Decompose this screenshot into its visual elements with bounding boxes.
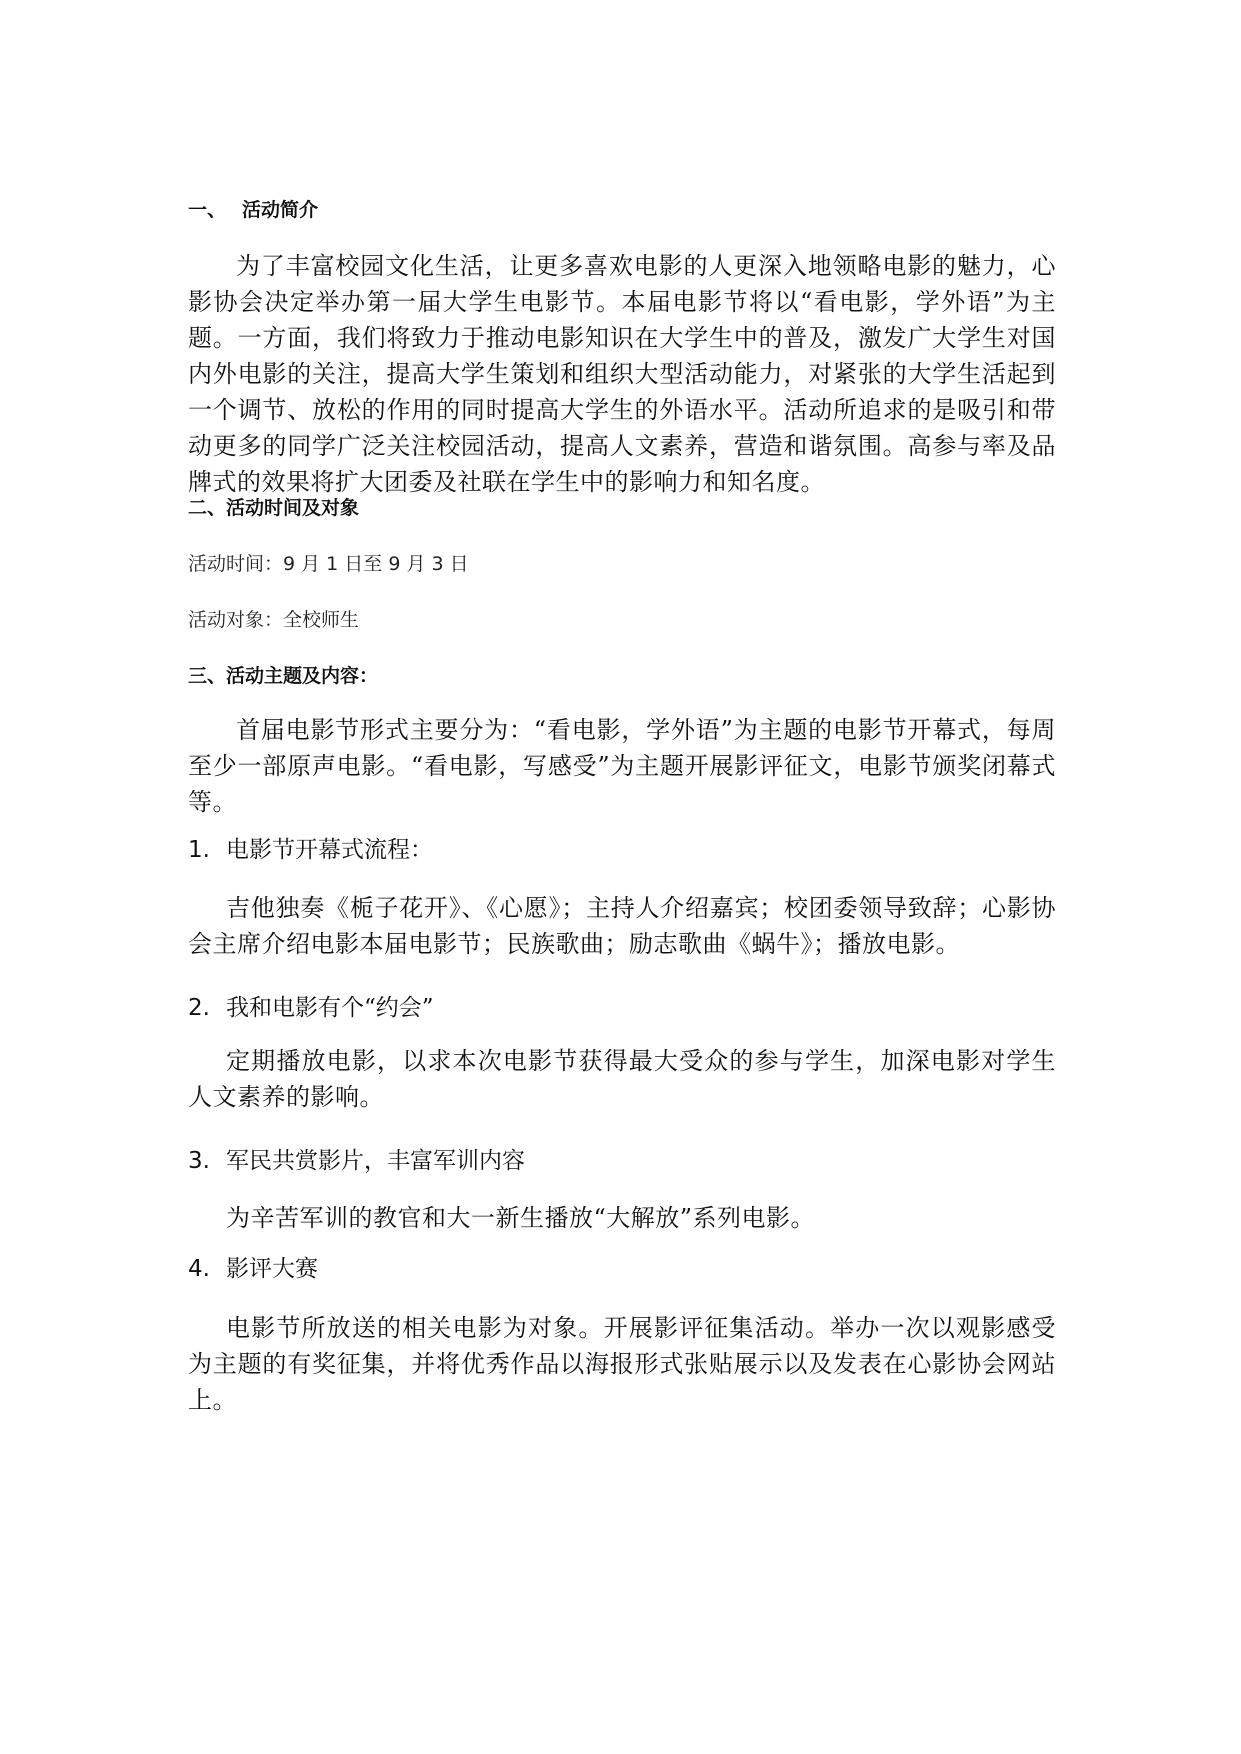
section-3-heading: 三、活动主题及内容： bbox=[188, 665, 379, 687]
item-4-body: 电影节所放送的相关电影为对象。开展影评征集活动。举办一次以观影感受为主题的有奖征集，并将优秀作品以海报形式张贴展示以及发表在心影协会网站上。 bbox=[188, 1314, 1056, 1414]
item-1-heading bbox=[188, 835, 433, 865]
item-2-number: 2. bbox=[188, 995, 210, 1021]
item-2-title: 我和电影有个“约会” bbox=[226, 995, 434, 1021]
activity-target: 活动对象：全校师生 bbox=[188, 609, 360, 631]
item-2-body: 定期播放电影，以求本次电影节获得最大受众的参与学生，加深电影对学生人文素养的影响。 bbox=[188, 1047, 1056, 1111]
section-2-heading: 二、活动时间及对象 bbox=[188, 497, 360, 519]
section-1-body: 为了丰富校园文化生活，让更多喜欢电影的人更深入地领略电影的魅力，心影协会决定举办第一届大学生电影节。本届电影节将以“看电影，学外语”为主题。一方面，我们将致力于推动电影知识在大学生中的普及，激发广大学生对国内外电影的关注，提高大学生策划和组织大型活动能力，对紧张的大学生活起到一个调节、放松的作用的同时提高大学生的外语水平。活动所追求的是吸引和带动更多的同学广泛关注校园活动，提高人文素养，营造和谐氛围。高参与率及品牌式的效果将扩大团委及社联在学生中的影响力和知名度。 bbox=[188, 252, 1056, 496]
item-2-heading bbox=[188, 993, 434, 1023]
section-1-title: 活动简介 bbox=[242, 199, 319, 221]
item-3-title: 军民共赏影片，丰富军训内容 bbox=[226, 1148, 525, 1174]
item-4-title: 影评大赛 bbox=[226, 1256, 318, 1282]
activity-time: 活动时间：9 月 1 日至 9 月 3 日 bbox=[188, 553, 469, 575]
item-3-body: 为辛苦军训的教官和大一新生播放“大解放”系列电影。 bbox=[226, 1204, 816, 1232]
item-4-number: 4. bbox=[188, 1256, 210, 1282]
item-3-number: 3. bbox=[188, 1148, 210, 1174]
section-1-number: 一、 bbox=[188, 199, 227, 221]
item-1-body: 吉他独奏《栀子花开》、《心愿》；主持人介绍嘉宾；校团委领导致辞；心影协会主席介绍电影本届电影节；民族歌曲；励志歌曲《蜗牛》；播放电影。 bbox=[188, 894, 1056, 958]
section-3-intro: 首届电影节形式主要分为：“看电影，学外语”为主题的电影节开幕式，每周至少一部原声电影。“看电影，写感受”为主题开展影评征文，电影节颁奖闭幕式等。 bbox=[188, 716, 1056, 816]
item-4-heading bbox=[188, 1254, 318, 1284]
section-1-heading bbox=[188, 198, 318, 222]
item-1-title: 电影节开幕式流程： bbox=[226, 837, 433, 863]
item-1-number: 1. bbox=[188, 837, 210, 863]
item-3-heading bbox=[188, 1146, 525, 1176]
